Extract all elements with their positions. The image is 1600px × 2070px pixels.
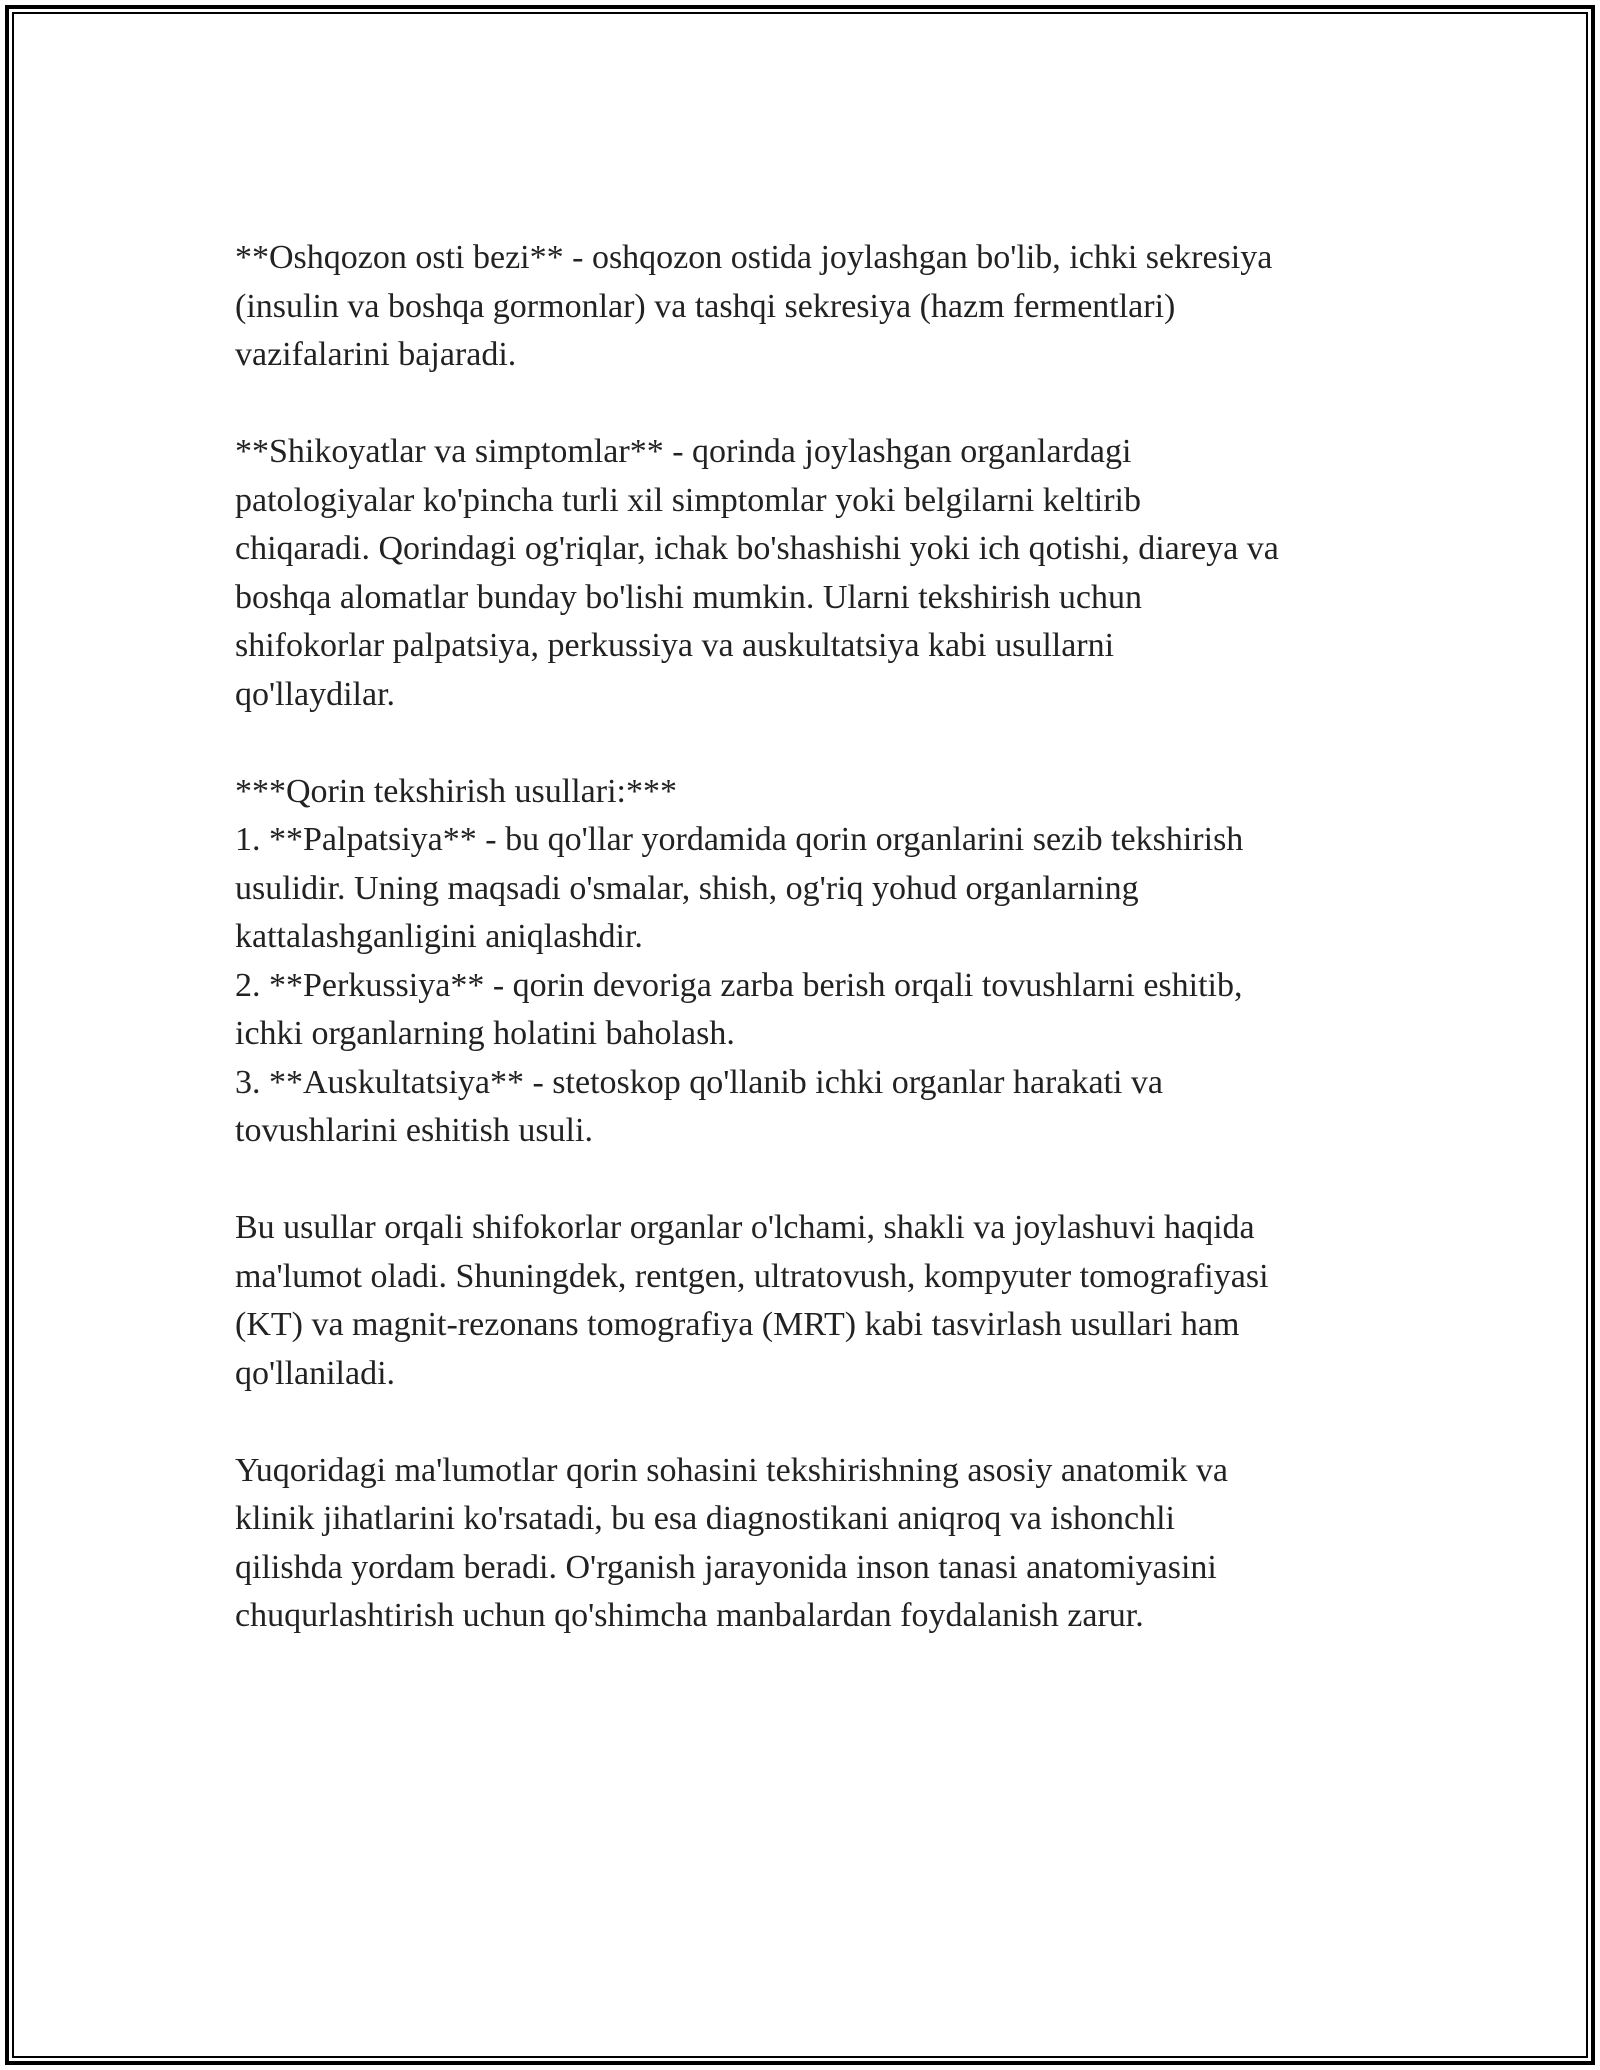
paragraph-complaints-symptoms <box>235 428 1385 719</box>
paragraph-imaging-methods <box>235 1204 1385 1398</box>
section-heading: ***Qorin tekshirish usullari:*** <box>235 772 677 810</box>
text-line: **Shikoyatlar va simptomlar** - qorinda joylashgan organlardagi <box>235 433 1132 470</box>
list-item-percussion: 2. **Perkussiya** - qorin devoriga zarba berish orqali tovushlarni eshitib, <box>235 966 1243 1004</box>
list-item-auscultation: 3. **Auskultatsiya** - stetoskop qo'llanib ichki organlar harakati va <box>235 1063 1164 1101</box>
text-line: **Oshqozon osti bezi** - oshqozon ostida joylashgan bo'lib, ichki sekresiya <box>235 239 1273 276</box>
text-line: ma'lumot oladi. Shuningdek, rentgen, ultratovush, kompyuter tomografiyasi <box>235 1257 1269 1295</box>
text-line: tovushlarini eshitish usuli. <box>235 1112 593 1149</box>
text-line: chiqaradi. Qorindagi og'riqlar, ichak bo'shashishi yoki ich qotishi, diareya va <box>235 530 1279 567</box>
text-line: qo'llaniladi. <box>235 1354 396 1392</box>
text-line: chuqurlashtirish uchun qo'shimcha manbalardan foydalanish zarur. <box>235 1597 1144 1634</box>
text-line: shifokorlar palpatsiya, perkussiya va auskultatsiya kabi usullarni <box>235 627 1115 664</box>
text-line: (insulin va boshqa gormonlar) va tashqi sekresiya (hazm fermentlari) <box>235 287 1176 325</box>
document-body <box>235 234 1385 1641</box>
paragraph-examination-methods <box>235 768 1385 1156</box>
list-item-palpation: 1. **Palpatsiya** - bu qo'llar yordamida qorin organlarini sezib tekshirish <box>235 821 1244 858</box>
text-line: Bu usullar orqali shifokorlar organlar o'lchami, shakli va joylashuvi haqida <box>235 1209 1255 1246</box>
text-line: kattalashganligini aniqlashdir. <box>235 918 643 955</box>
text-line: qo'llaydilar. <box>235 675 396 713</box>
paragraph-conclusion <box>235 1447 1385 1641</box>
text-line: (KT) va magnit-rezonans tomografiya (MRT) kabi tasvirlash usullari ham <box>235 1306 1240 1343</box>
text-line: Yuqoridagi ma'lumotlar qorin sohasini tekshirishning asosiy anatomik va <box>235 1451 1228 1489</box>
paragraph-pancreas <box>235 234 1385 380</box>
text-line: klinik jihatlarini ko'rsatadi, bu esa diagnostikani aniqroq va ishonchli <box>235 1500 1175 1537</box>
text-line: usulidir. Uning maqsadi o'smalar, shish, og'riq yohud organlarning <box>235 869 1139 907</box>
text-line: patologiyalar ko'pincha turli xil simptomlar yoki belgilarni keltirib <box>235 481 1141 519</box>
text-line: vazifalarini bajaradi. <box>235 336 517 373</box>
text-line: ichki organlarning holatini baholash. <box>235 1015 735 1052</box>
text-line: qilishda yordam beradi. O'rganish jarayonida inson tanasi anatomiyasini <box>235 1548 1217 1586</box>
text-line: boshqa alomatlar bunday bo'lishi mumkin. Ularni tekshirish uchun <box>235 578 1142 616</box>
